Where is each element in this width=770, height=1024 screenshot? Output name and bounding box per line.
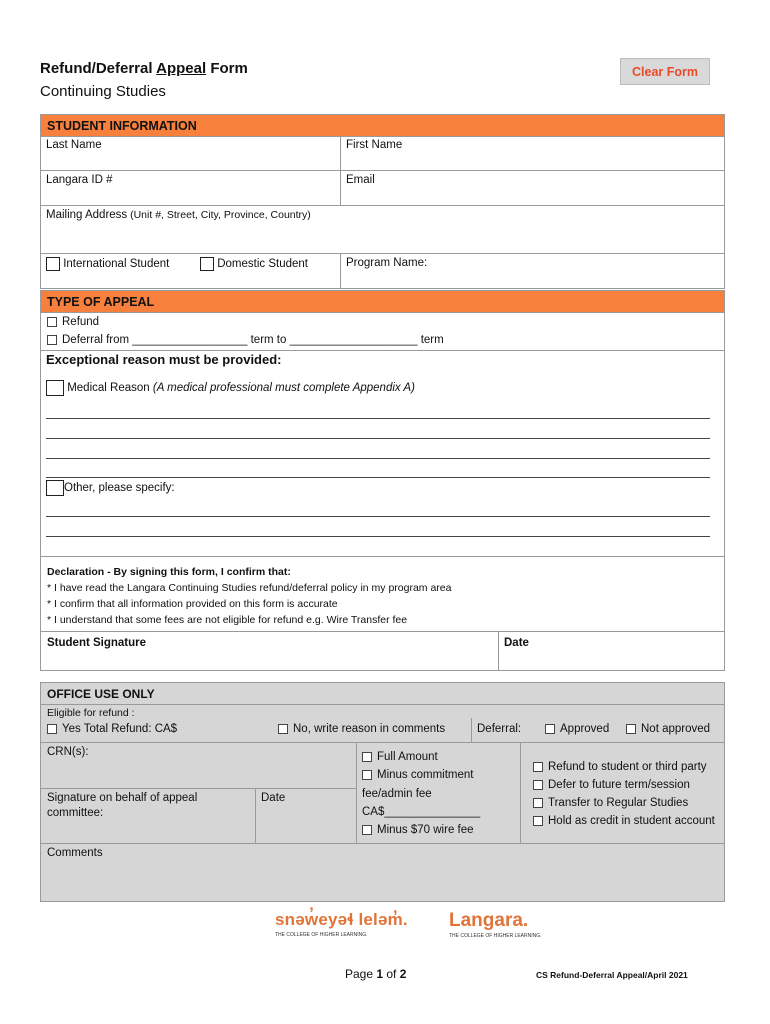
form-title: Refund/Deferral Appeal Form [40, 60, 248, 77]
deferral-approved-option[interactable]: Approved [545, 723, 609, 735]
other-line-1[interactable] [46, 516, 710, 517]
international-checkbox[interactable] [46, 257, 60, 271]
defer-future-option[interactable]: Defer to future term/session [533, 779, 690, 791]
no-checkbox[interactable] [278, 724, 288, 734]
form-subtitle: Continuing Studies [40, 83, 166, 100]
medical-line-2[interactable] [46, 438, 710, 439]
deferral-label: Deferral: [477, 723, 522, 735]
declaration-line-2: * I confirm that all information provided on this form is accurate [47, 598, 338, 610]
defer-future-checkbox[interactable] [533, 780, 543, 790]
document-id: CS Refund-Deferral Appeal/April 2021 [536, 970, 688, 980]
deferral-checkbox[interactable] [47, 335, 57, 345]
other-checkbox[interactable] [46, 480, 64, 496]
clear-form-button[interactable]: Clear Form [620, 58, 710, 85]
last-name-field[interactable]: Last Name [46, 139, 102, 151]
approved-checkbox[interactable] [545, 724, 555, 734]
medical-line-3[interactable] [46, 458, 710, 459]
page-number: Page 1 of 2 [345, 967, 407, 981]
full-amount-option[interactable]: Full Amount [362, 751, 438, 763]
full-amount-checkbox[interactable] [362, 752, 372, 762]
hold-credit-option[interactable]: Hold as credit in student account [533, 815, 715, 827]
appeal-type-section [40, 312, 725, 557]
fee-admin-label: fee/admin fee [362, 788, 432, 800]
mailing-address-field[interactable]: Mailing Address (Unit #, Street, City, Province, Country) [46, 209, 311, 221]
domestic-student-option[interactable]: Domestic Student [200, 257, 308, 271]
international-student-option[interactable]: International Student [46, 257, 169, 271]
deferral-not-approved-option[interactable]: Not approved [626, 723, 710, 735]
medical-reason-option[interactable]: Medical Reason (A medical professional must complete Appendix A) [46, 380, 415, 396]
yes-checkbox[interactable] [47, 724, 57, 734]
minus-commitment-option[interactable]: Minus commitment [362, 769, 474, 781]
signature-date-field[interactable]: Date [504, 637, 529, 649]
transfer-regular-option[interactable]: Transfer to Regular Studies [533, 797, 688, 809]
exceptional-reason-heading: Exceptional reason must be provided: [46, 352, 282, 367]
committee-signature-field[interactable]: Signature on behalf of appeal committee: [47, 792, 198, 819]
declaration-title: Declaration - By signing this form, I confirm that: [47, 566, 291, 578]
committee-date-field[interactable]: Date [261, 792, 286, 804]
student-info-heading: STUDENT INFORMATION [40, 114, 725, 137]
comments-field[interactable]: Comments [47, 847, 103, 859]
refund-student-option[interactable]: Refund to student or third party [533, 761, 707, 773]
medical-checkbox[interactable] [46, 380, 64, 396]
ca-amount-field[interactable]: CA$_______________ [362, 806, 481, 818]
langara-logo: Langara. THE COLLEGE OF HIGHER LEARNING. [449, 910, 542, 939]
program-name-field[interactable]: Program Name: [346, 257, 428, 269]
refund-student-checkbox[interactable] [533, 762, 543, 772]
not-approved-checkbox[interactable] [626, 724, 636, 734]
langara-id-field[interactable]: Langara ID # [46, 174, 113, 186]
student-signature-field[interactable]: Student Signature [47, 637, 147, 649]
eligible-label: Eligible for refund : [47, 707, 135, 719]
eligible-yes-option[interactable]: Yes Total Refund: CA$ [47, 723, 177, 735]
other-line-2[interactable] [46, 536, 710, 537]
refund-option[interactable]: Refund [47, 316, 99, 328]
other-reason-option[interactable]: Other, please specify: [46, 480, 175, 496]
refund-checkbox[interactable] [47, 317, 57, 327]
appeal-type-heading: TYPE OF APPEAL [40, 290, 725, 313]
minus-wire-checkbox[interactable] [362, 825, 372, 835]
medical-line-4[interactable] [46, 477, 710, 478]
eligible-no-option[interactable]: No, write reason in comments [278, 723, 445, 735]
declaration-line-1: * I have read the Langara Continuing Studies refund/deferral policy in my program area [47, 582, 452, 594]
transfer-checkbox[interactable] [533, 798, 543, 808]
hold-credit-checkbox[interactable] [533, 816, 543, 826]
domestic-checkbox[interactable] [200, 257, 214, 271]
minus-commitment-checkbox[interactable] [362, 770, 372, 780]
declaration-line-3: * I understand that some fees are not eligible for refund e.g. Wire Transfer fee [47, 614, 408, 626]
crn-field[interactable]: CRN(s): [47, 746, 89, 758]
office-use-heading: OFFICE USE ONLY [47, 687, 155, 701]
email-field[interactable]: Email [346, 174, 375, 186]
deferral-option[interactable]: Deferral from __________________ term to ____________________ term [47, 334, 444, 346]
medical-line-1[interactable] [46, 418, 710, 419]
first-name-field[interactable]: First Name [346, 139, 403, 151]
minus-wire-option[interactable]: Minus $70 wire fee [362, 824, 474, 836]
snaweyal-lelam-logo: snəw̓eyəɬ leləm̓. THE COLLEGE OF HIGHER LEARNING. [275, 910, 408, 938]
